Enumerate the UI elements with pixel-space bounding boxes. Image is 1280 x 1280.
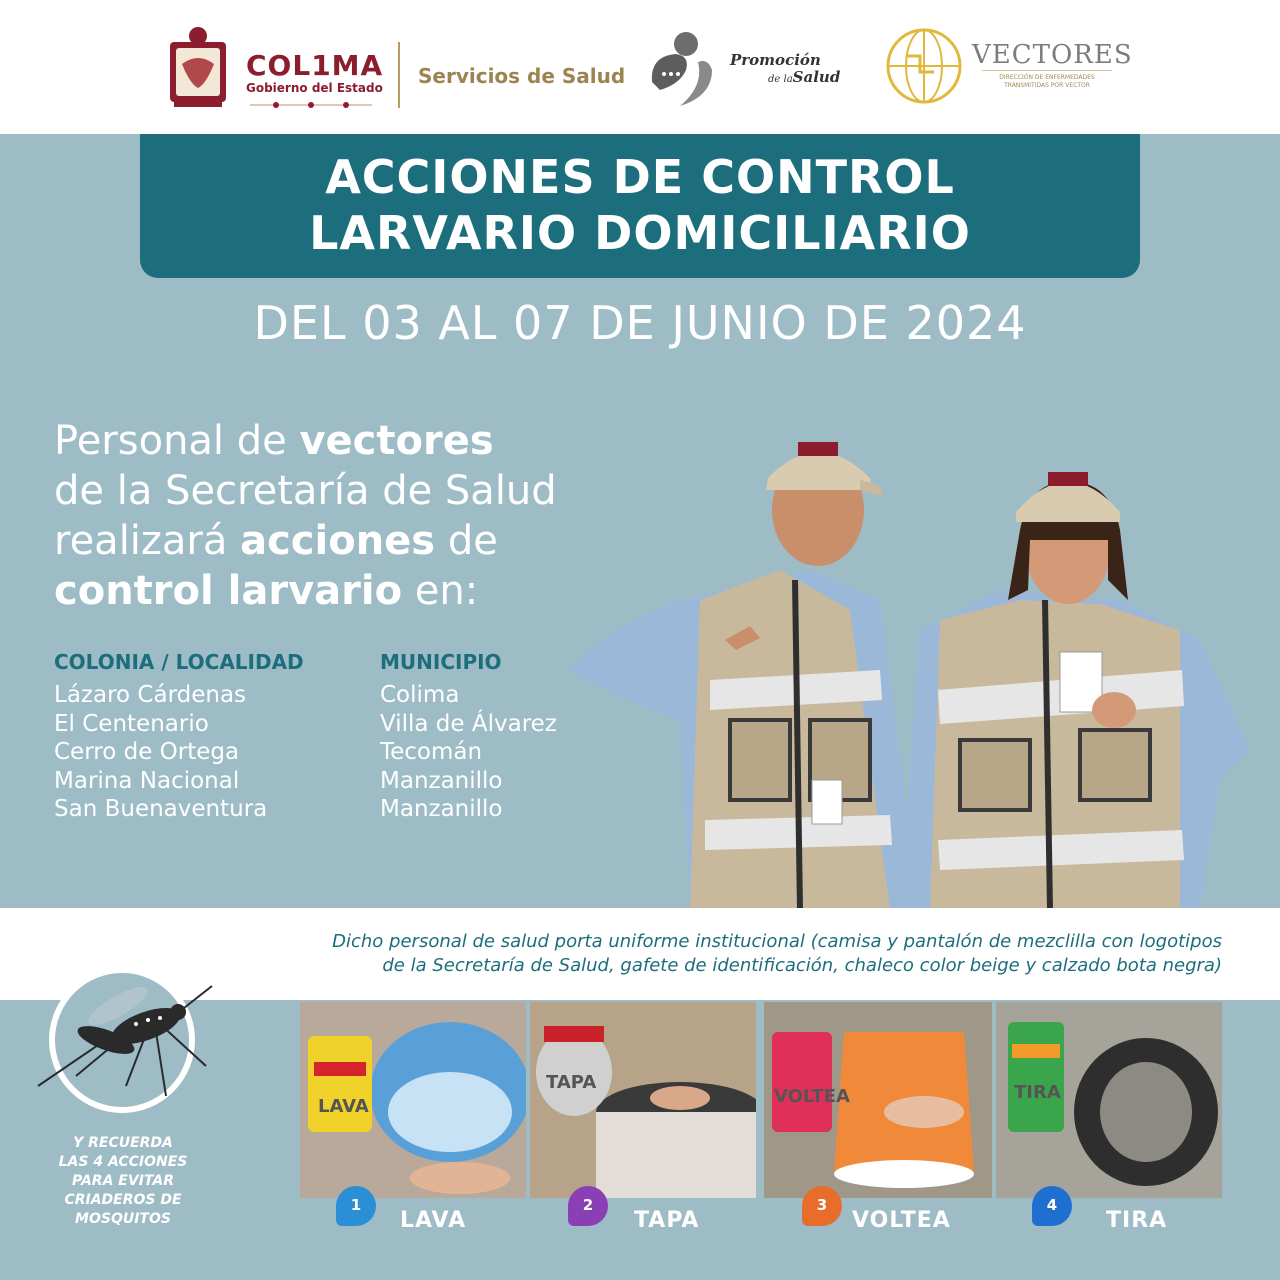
- colonia-list: [54, 681, 267, 824]
- colima-coat-of-arms-icon: [166, 24, 230, 110]
- remember-line: CRIADEROS DE: [64, 1192, 182, 1208]
- mascot-label: VOLTEA: [774, 1086, 850, 1107]
- list-item: Manzanillo: [380, 796, 503, 823]
- title-banner: [140, 134, 1140, 278]
- vectores-globe-logo-icon: [884, 26, 964, 106]
- action-number: 4: [1046, 1196, 1058, 1214]
- action-number-badge: [336, 1186, 376, 1226]
- colonia-header: COLONIA / LOCALIDAD: [54, 650, 304, 674]
- intro-text: Personal de: [54, 418, 300, 464]
- municipio-list: [380, 681, 557, 824]
- intro-text: de: [435, 518, 498, 564]
- servicios-de-salud-label: Servicios de Salud: [418, 64, 626, 88]
- list-item: Lázaro Cárdenas: [54, 682, 247, 708]
- header-divider: [398, 42, 400, 108]
- remember-line: PARA EVITAR: [72, 1173, 174, 1189]
- uniform-note: [62, 930, 1222, 978]
- list-item: San Buenaventura: [54, 796, 268, 823]
- title-line-2: LARVARIO DOMICILIARIO: [309, 206, 971, 260]
- voltea-photo: [764, 1002, 992, 1198]
- colima-subtitle: Gobierno del Estado: [246, 81, 383, 95]
- list-item: Marina Nacional: [54, 767, 240, 794]
- remember-text: [38, 1134, 208, 1229]
- action-label-lava: LAVA: [400, 1208, 467, 1233]
- action-number: 3: [816, 1196, 828, 1214]
- mascot-label: LAVA: [318, 1096, 369, 1117]
- action-label-tira: TIRA: [1106, 1208, 1168, 1233]
- colima-wordmark: [246, 49, 384, 115]
- tira-photo: [996, 1002, 1222, 1198]
- action-label-tapa: TAPA: [634, 1208, 700, 1233]
- intro-text: realizará: [54, 518, 241, 564]
- lava-photo: [300, 1002, 526, 1198]
- uniform-note-line-2: de la Secretaría de Salud, gafete de identificación, chaleco color beige y calzado bota negra): [382, 955, 1222, 976]
- list-item: Manzanillo: [380, 767, 503, 794]
- action-number-badge: [568, 1186, 608, 1226]
- vectores-subtitle: DIRECCIÓN DE ENFERMEDADES TRANSMITIDAS POR VECTOR: [982, 70, 1112, 90]
- promocion-salud-logo-icon: [646, 30, 722, 108]
- remember-line: Y RECUERDA: [73, 1135, 173, 1151]
- promo-line-3: Salud: [792, 68, 841, 86]
- list-item: Tecomán: [380, 739, 483, 766]
- mascot-label: TIRA: [1014, 1082, 1061, 1103]
- logo-header: [0, 0, 1280, 134]
- action-number-badge: [1032, 1186, 1072, 1226]
- intro-bold: control larvario: [54, 568, 403, 614]
- remember-line: MOSQUITOS: [75, 1211, 171, 1227]
- mosquito-icon: [36, 966, 216, 1116]
- decorative-ornament-icon: [246, 99, 376, 111]
- intro-bold: acciones: [240, 518, 436, 564]
- promocion-salud-wordmark: [730, 52, 840, 88]
- mascot-label: TAPA: [546, 1072, 597, 1093]
- staff-woman-figure: [900, 472, 1250, 910]
- intro-text: en:: [402, 568, 479, 614]
- action-label-voltea: VOLTEA: [852, 1208, 951, 1233]
- vector-staff-photo: [560, 420, 1260, 910]
- list-item: El Centenario: [54, 710, 209, 737]
- action-number: 2: [582, 1196, 594, 1214]
- promo-line-2: de la: [768, 74, 793, 85]
- list-item: Cerro de Ortega: [54, 739, 240, 766]
- staff-man-figure: [570, 442, 920, 910]
- vectores-name: VECTORES: [972, 40, 1133, 70]
- list-item: Villa de Álvarez: [380, 710, 557, 737]
- action-number-badge: [802, 1186, 842, 1226]
- tapa-photo: [530, 1002, 756, 1198]
- action-number: 1: [350, 1196, 362, 1214]
- remember-line: LAS 4 ACCIONES: [58, 1154, 188, 1170]
- municipio-header: MUNICIPIO: [380, 650, 502, 674]
- date-range: DEL 03 AL 07 DE JUNIO DE 2024: [253, 296, 1027, 350]
- promo-line-1: Promoción: [730, 51, 821, 69]
- intro-text: de la Secretaría de Salud: [54, 468, 557, 514]
- intro-bold: vectores: [299, 418, 494, 464]
- colima-name: COL1MA: [246, 49, 384, 82]
- title-line-1: ACCIONES DE CONTROL: [325, 150, 955, 204]
- uniform-note-line-1: Dicho personal de salud porta uniforme institucional (camisa y pantalón de mezclilla con logotipos: [332, 931, 1222, 952]
- list-item: Colima: [380, 682, 460, 708]
